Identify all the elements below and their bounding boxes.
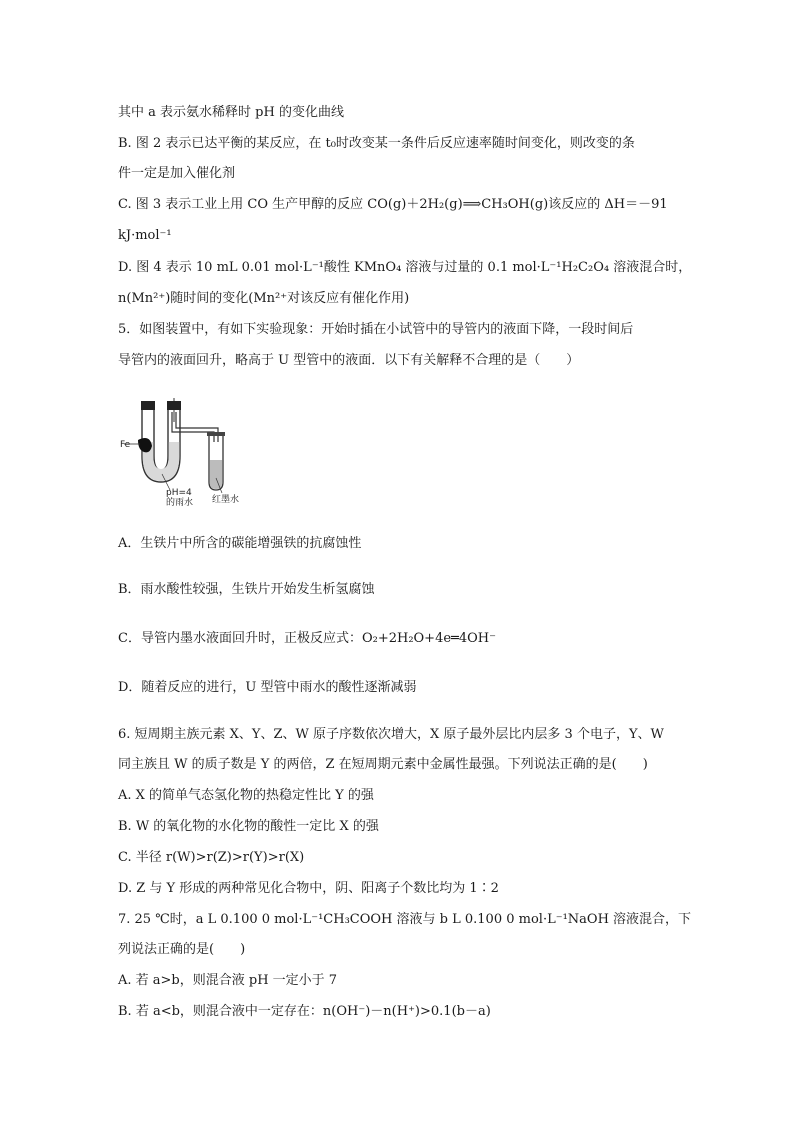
option-5b: B．雨水酸性较强，生铁片开始发生析氢腐蚀 (118, 582, 375, 597)
option-6c: C. 半径 r(W)>r(Z)>r(Y)>r(X) (118, 850, 305, 865)
iron-piece (138, 438, 152, 452)
rain-label-water: 的雨水 (166, 498, 194, 506)
text-line-3: 件一定是加入催化剂 (118, 166, 236, 181)
text-line-1: 其中 a 表示氨水稀释时 pH 的变化曲线 (118, 105, 344, 120)
text-line-5: kJ·mol⁻¹ (118, 228, 172, 243)
question-7-line-2: 列说法正确的是( ) (118, 942, 246, 957)
question-6-line-1: 6. 短周期主族元素 X、Y、Z、W 原子序数依次增大，X 原子最外层比内层多 3 个电子，Y、W (118, 727, 664, 742)
text-line-6: D. 图 4 表示 10 mL 0.01 mol·L⁻¹酸性 KMnO₄ 溶液与过量的 0.1 mol·L⁻¹H₂C₂O₄ 溶液混合时， (118, 260, 692, 275)
rain-label-ph: pH=4 (166, 488, 192, 498)
question-5-line-1: 5．如图装置中，有如下实验现象：开始时插在小试管中的导管内的液面下降，一段时间后 (118, 322, 634, 337)
option-6a: A. X 的简单气态氢化物的热稳定性比 Y 的强 (118, 788, 374, 803)
option-7b: B. 若 a<b，则混合液中一定存在：n(OH⁻)－n(H⁺)>0.1(b－a) (118, 1004, 491, 1019)
u-tube-apparatus (118, 398, 258, 506)
text-line-7: n(Mn²⁺)随时间的变化(Mn²⁺对该反应有催化作用) (118, 291, 410, 306)
option-7a: A. 若 a>b，则混合液 pH 一定小于 7 (118, 973, 338, 988)
question-5-line-2: 导管内的液面回升，略高于 U 型管中的液面．以下有关解释不合理的是（ ） (118, 353, 580, 368)
ink-label: 红墨水 (212, 495, 240, 505)
fe-label: Fe (120, 440, 131, 450)
option-5d: D．随着反应的进行，U 型管中雨水的酸性逐渐减弱 (118, 680, 417, 695)
question-6-line-2: 同主族且 W 的质子数是 Y 的两倍，Z 在短周期元素中金属性最强。下列说法正确的是( ) (118, 757, 648, 772)
right-stopper (167, 401, 181, 410)
text-line-2: B. 图 2 表示已达平衡的某反应，在 t₀时改变某一条件后反应速率随时间变化，则改变的条 (118, 136, 635, 151)
option-5c: C．导管内墨水液面回升时，正极反应式：O₂+2H₂O+4e═4OH⁻ (118, 631, 496, 646)
text-line-4: C. 图 3 表示工业上用 CO 生产甲醇的反应 CO(g)＋2H₂(g)⟹CH₃OH(g)该反应的 ΔH＝－91 (118, 197, 668, 212)
left-stopper (141, 401, 155, 410)
option-5a: A．生铁片中所含的碳能增强铁的抗腐蚀性 (118, 536, 362, 551)
red-ink (210, 460, 223, 489)
experiment-diagram (118, 398, 258, 506)
option-6b: B. W 的氧化物的水化物的酸性一定比 X 的强 (118, 819, 379, 834)
question-7-line-1: 7. 25 ℃时，a L 0.100 0 mol·L⁻¹CH₃COOH 溶液与 b L 0.100 0 mol·L⁻¹NaOH 溶液混合，下 (118, 912, 692, 927)
option-6d: D. Z 与 Y 形成的两种常见化合物中，阴、阳离子个数比均为 1∶2 (118, 881, 499, 896)
